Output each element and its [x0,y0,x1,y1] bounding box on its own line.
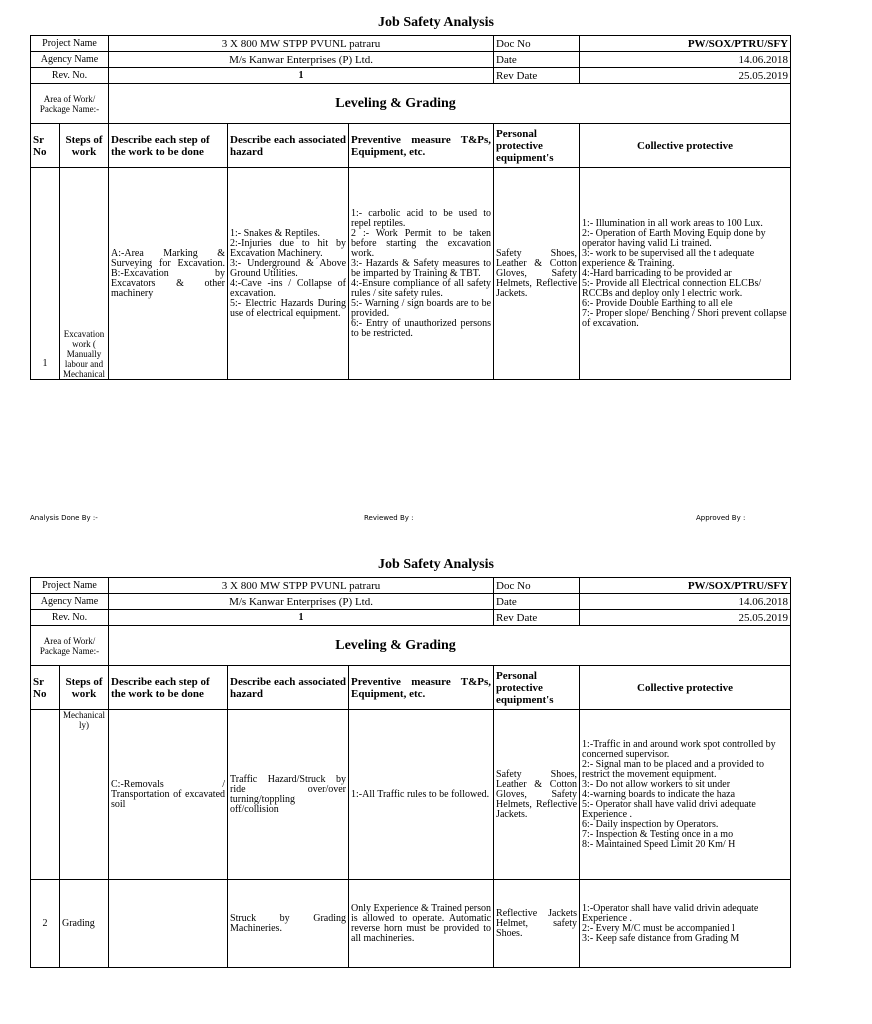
table-row [31,710,791,880]
row-describe [109,880,228,968]
area-value: Leveling & Grading [109,626,791,666]
revdate-label: Rev Date [494,68,580,84]
page-title: Job Safety Analysis [378,557,494,572]
header-ppe: Personal protective equipment's [494,124,580,168]
header-hazard: Describe each associated hazard [228,666,349,710]
date-value: 14.06.2018 [580,52,791,68]
row-ppe: Safety Shoes, Leather & Cotton Gloves, Safety Helmets, Reflective Jackets. [494,710,580,880]
revdate-value: 25.05.2019 [580,68,791,84]
row-hazard: 1:- Snakes & Reptiles. 2:-Injuries due to hit by Excavation Machinery. 3:- Underground & Above Ground Utilities. 4:-Cave -ins / Collapse of excavation. 5:- Electric Hazards During use of electrical equipment. [228,168,349,380]
table-row [31,880,791,968]
row-collective: 1:-Operator shall have valid drivin adequate Experience . 2:- Every M/C must be accompanied l 3:- Keep safe distance from Grading M [580,880,791,968]
rev-value: 1 [109,610,494,626]
header-ppe: Personal protective equipment's [494,666,580,710]
jsa-table [30,577,791,968]
table-row [31,168,791,380]
header-describe-step: Describe each step of the work to be done [109,666,228,710]
row-describe: C:-Removals / Transportation of excavated soil [109,710,228,880]
row-collective: 1:- Illumination in all work areas to 100 Lux. 2:- Operation of Earth Moving Equip done by operator having valid Li trained. 3:- work to be supervised all the t adequate experience & Training. 4:-Hard barricading to be provided ar 5:- Provide all Electrical connection ELCBs/ RCCBs and deploy only l electric work. 6:- Provide Double Earthing to all ele 7:- Proper slope/ Benching / Shori prevent collapse of excavation. [580,168,791,380]
rev-label: Rev. No. [31,68,109,84]
area-value: Leveling & Grading [109,84,791,124]
header-steps: Steps of work [60,666,109,710]
row-hazard: Traffic Hazard/Struck by ride over/over turning/toppling off/collision [228,710,349,880]
project-label: Project Name [31,578,109,594]
page-2 [0,548,789,1024]
row-sr: 2 [31,880,60,968]
area-label: Area of Work/ Package Name:- [31,626,109,666]
project-label: Project Name [31,36,109,52]
footer-approved: Approved By : [696,514,746,522]
row-describe: A:-Area Marking & Surveying for Excavation. B:-Excavation by Excavators & other machinery [109,168,228,380]
header-preventive: Preventive measure T&Ps, Equipment, etc. [349,666,494,710]
header-preventive: Preventive measure T&Ps, Equipment, etc. [349,124,494,168]
header-sr: Sr No [31,124,60,168]
page-1 [0,0,789,400]
revdate-label: Rev Date [494,610,580,626]
date-label: Date [494,594,580,610]
project-value: 3 X 800 MW STPP PVUNL patraru [109,36,494,52]
date-value: 14.06.2018 [580,594,791,610]
rev-value: 1 [109,68,494,84]
row-preventive: 1:-All Traffic rules to be followed. [349,710,494,880]
area-label: Area of Work/ Package Name:- [31,84,109,124]
date-label: Date [494,52,580,68]
footer-analysis: Analysis Done By :- [30,514,98,522]
rev-label: Rev. No. [31,610,109,626]
header-steps: Steps of work [60,124,109,168]
doc-value: PW/SOX/PTRU/SFY [580,578,791,594]
row-step: Mechanical ly) [60,710,109,880]
jsa-table [30,35,791,380]
doc-label: Doc No [494,578,580,594]
agency-value: M/s Kanwar Enterprises (P) Ltd. [109,594,494,610]
header-collective: Collective protective [580,124,791,168]
row-step: Excavation work ( Manually labour and Mechanical [60,168,109,380]
revdate-value: 25.05.2019 [580,610,791,626]
doc-value: PW/SOX/PTRU/SFY [580,36,791,52]
row-ppe: Safety Shoes, Leather & Cotton Gloves, Safety Helmets, Reflective Jackets. [494,168,580,380]
row-preventive: 1:- carbolic acid to be used to repel reptiles. 2 :- Work Permit to be taken before starting the excavation work. 3:- Hazards & Safety measures to be imparted by Training & TBT. 4:-Ensure compliance of all safety rules / site safety rules. 5:- Warning / sign boards are to be provided. 6:- Entry of unauthorized persons to be restricted. [349,168,494,380]
agency-value: M/s Kanwar Enterprises (P) Ltd. [109,52,494,68]
row-sr: 1 [31,168,60,380]
agency-label: Agency Name [31,594,109,610]
page-title: Job Safety Analysis [378,15,494,30]
header-sr: Sr No [31,666,60,710]
header-hazard: Describe each associated hazard [228,124,349,168]
agency-label: Agency Name [31,52,109,68]
row-collective: 1:-Traffic in and around work spot controlled by concerned supervisor. 2:- Signal man to be placed and a provided to restrict the movement equipment. 3:- Do not allow workers to sit under 4:-warning boards to indicate the haza 5:- Operator shall have valid drivi adequate Experience . 6:- Daily inspection by Operators. 7:- Inspection & Testing once in a mo 8:- Maintained Speed Limit 20 Km/ H [580,710,791,880]
row-ppe: Reflective Jackets Helmet, safety Shoes. [494,880,580,968]
header-describe-step: Describe each step of the work to be done [109,124,228,168]
footer-reviewed: Reviewed By : [364,514,414,522]
row-preventive: Only Experience & Trained person is allowed to operate. Automatic reverse horn must be provided to all machineries. [349,880,494,968]
project-value: 3 X 800 MW STPP PVUNL patraru [109,578,494,594]
row-step: Grading [60,880,109,968]
row-sr [31,710,60,880]
doc-label: Doc No [494,36,580,52]
row-hazard: Struck by Grading Machineries. [228,880,349,968]
header-collective: Collective protective [580,666,791,710]
